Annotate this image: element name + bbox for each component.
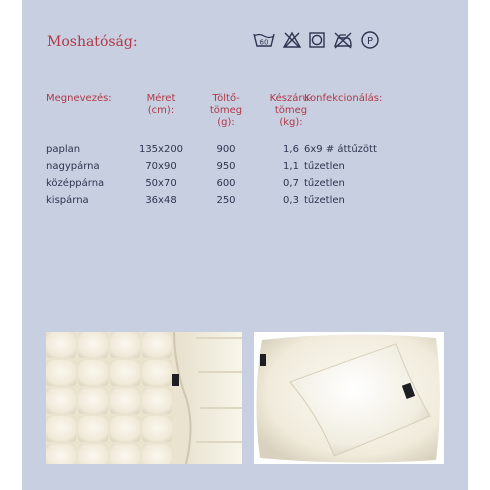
row-name: paplan: [46, 144, 81, 155]
row-confection: tűzetlen: [304, 178, 345, 189]
header-name: Megnevezés:: [46, 93, 112, 104]
dry-clean-label: P: [366, 36, 374, 47]
table-row: [46, 143, 456, 160]
product-table: [46, 93, 456, 211]
dry-clean-p-icon: [360, 30, 380, 50]
row-confection: tűzetlen: [304, 161, 345, 172]
row-total: 0,3: [283, 195, 299, 206]
pillow-photo: [254, 332, 444, 464]
row-size: 50x70: [145, 178, 177, 189]
table-row: [46, 194, 456, 211]
header-confection: Konfekcionálás:: [304, 93, 383, 104]
no-bleach-icon: [282, 31, 302, 49]
row-name: kispárna: [46, 195, 89, 206]
row-fill: 900: [216, 144, 236, 155]
row-fill: 600: [216, 178, 236, 189]
product-info-panel: [22, 0, 468, 490]
tumble-dry-icon: [308, 31, 326, 49]
row-size: 135x200: [138, 144, 184, 155]
care-symbols: [252, 30, 380, 50]
no-iron-icon: [332, 31, 354, 49]
wash-temp-label: 60: [259, 38, 269, 47]
row-total: 1,6: [283, 144, 299, 155]
pillow-label-back: [260, 354, 266, 366]
table-row: [46, 177, 456, 194]
row-total: 0,7: [283, 178, 299, 189]
header-fill-weight: Töltő- tömeg (g):: [209, 93, 243, 128]
table-row: [46, 160, 456, 177]
row-total: 1,1: [283, 161, 299, 172]
row-size: 70x90: [145, 161, 177, 172]
row-confection: 6x9 # áttűzött: [304, 144, 377, 155]
header-total-weight: Készáru- tömeg (kg):: [269, 93, 313, 128]
row-fill: 250: [216, 195, 236, 206]
duvet-label: [172, 374, 179, 386]
row-name: nagypárna: [46, 161, 100, 172]
row-confection: tűzetlen: [304, 195, 345, 206]
wash-60-icon: [252, 31, 276, 49]
row-fill: 950: [216, 161, 236, 172]
row-size: 36x48: [145, 195, 177, 206]
duvet-photo: [46, 332, 242, 464]
table-header: [46, 93, 456, 143]
header-size: Méret (cm):: [146, 93, 176, 116]
row-name: középpárna: [46, 178, 105, 189]
washability-title: Moshatóság:: [47, 34, 138, 50]
